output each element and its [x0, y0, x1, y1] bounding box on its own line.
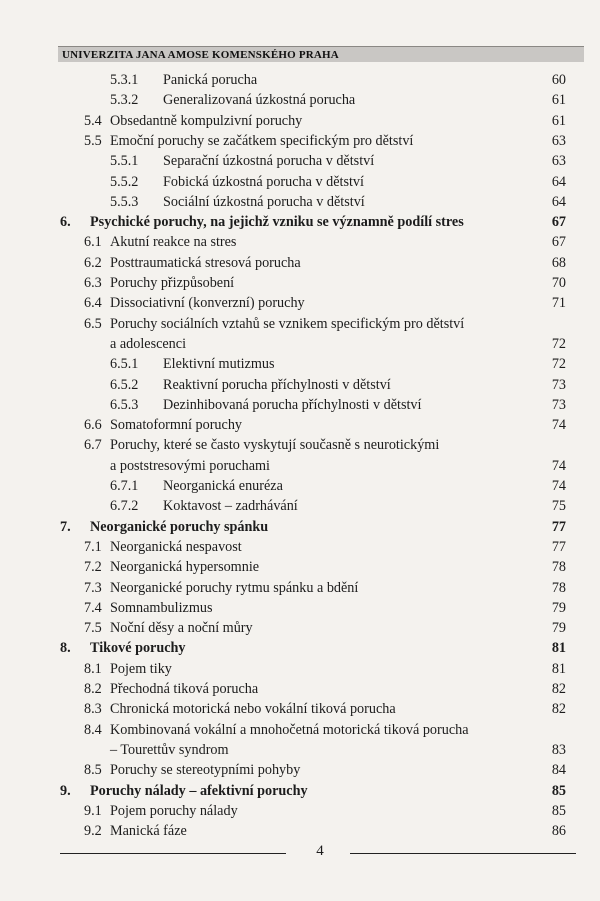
toc-title: Neorganické poruchy rytmu spánku a bdění — [110, 579, 359, 596]
toc-row — [0, 293, 600, 313]
toc-title: Dezinhibovaná porucha příchylnosti v dětství — [163, 396, 422, 413]
toc-title: Koktavost – zadrhávání — [163, 498, 298, 515]
toc-row — [0, 70, 600, 90]
toc-title: Fobická úzkostná porucha v dětství — [163, 173, 364, 190]
toc-title: Přechodná tiková porucha — [110, 681, 259, 697]
toc-row — [0, 354, 600, 374]
toc-row — [0, 172, 600, 192]
toc-title: Chronická motorická nebo vokální tiková porucha — [110, 701, 396, 718]
toc-row — [0, 740, 600, 760]
toc-title: Pojem poruchy nálady — [110, 802, 238, 819]
toc-number: 8.1 — [84, 660, 102, 677]
toc-page-number: 74 — [551, 478, 566, 494]
toc-page-number: 61 — [551, 92, 566, 109]
toc-title: Somatoformní poruchy — [110, 417, 243, 434]
toc-title: – Tourettův syndrom — [110, 741, 229, 758]
toc-page-number: 86 — [551, 823, 566, 840]
toc-page-number: 67 — [551, 214, 566, 231]
toc-number: 5.5.2 — [110, 173, 139, 190]
toc-page-number: 77 — [551, 538, 566, 555]
toc-page-number: 64 — [551, 193, 566, 210]
toc-title: Poruchy se stereotypními pohyby — [110, 762, 301, 779]
toc-page-number: 60 — [551, 72, 566, 88]
toc-number: 7.4 — [84, 599, 102, 616]
toc-number: 5.5.3 — [110, 193, 139, 210]
toc-page-number: 70 — [551, 275, 566, 291]
toc-number: 6.7.2 — [110, 498, 139, 515]
running-header: UNIVERZITA JANA AMOSE KOMENSKÉHO PRAHA — [58, 46, 584, 62]
toc-chapter-row — [0, 638, 600, 658]
toc-title: Dissociativní (konverzní) poruchy — [110, 295, 305, 312]
toc-number: 6.5.3 — [110, 396, 139, 413]
toc-row — [0, 537, 600, 557]
toc-page-number: 78 — [551, 559, 566, 576]
toc-number: 6.2 — [84, 254, 102, 271]
toc-number: 8.3 — [84, 701, 102, 718]
toc-row — [0, 720, 600, 740]
toc-row — [0, 659, 600, 679]
toc-page-number: 84 — [551, 762, 566, 779]
toc-title: Psychické poruchy, na jejichž vzniku se významně podílí stres — [90, 214, 464, 231]
toc-number: 7.2 — [84, 559, 102, 576]
toc-title: Pojem tiky — [110, 660, 172, 677]
toc-page-number: 81 — [551, 640, 566, 657]
toc-page-number: 78 — [551, 579, 566, 596]
toc-row — [0, 456, 600, 476]
toc-page-number: 75 — [551, 498, 566, 515]
toc-page-number: 71 — [551, 295, 566, 312]
toc-title: Manická fáze — [110, 823, 187, 840]
toc-title: Kombinovaná vokální a mnohočetná motorická tiková porucha — [110, 721, 469, 738]
toc-page-number: 79 — [551, 620, 566, 637]
toc-row — [0, 699, 600, 719]
toc-number: 7.5 — [84, 620, 102, 637]
toc-title: Panická porucha — [163, 72, 258, 88]
toc-title: Emoční poruchy se začátkem specifickým pro dětství — [110, 132, 414, 149]
toc-title: Neorganická enuréza — [163, 478, 283, 494]
toc-number: 6.7.1 — [110, 478, 139, 494]
toc-row — [0, 578, 600, 598]
toc-page-number: 73 — [551, 376, 566, 393]
toc-row — [0, 253, 600, 273]
toc-number: 7. — [60, 518, 71, 535]
toc-number: 5.3.1 — [110, 72, 139, 88]
toc-number: 8.4 — [84, 721, 102, 738]
toc-chapter-row — [0, 212, 600, 232]
toc-row — [0, 151, 600, 171]
toc-title: Neorganické poruchy spánku — [90, 518, 269, 535]
toc-title: Poruchy sociálních vztahů se vznikem specifickým pro dětství — [110, 315, 465, 332]
toc-chapter-row — [0, 517, 600, 537]
toc-page-number: 68 — [551, 254, 566, 271]
toc-page-number: 72 — [551, 356, 566, 373]
toc-title: Reaktivní porucha příchylnosti v dětství — [163, 376, 391, 393]
toc-number: 5.3.2 — [110, 92, 139, 109]
toc-row — [0, 435, 600, 455]
toc-number: 8.2 — [84, 681, 102, 697]
toc-page-number: 85 — [551, 782, 566, 799]
toc-page-number: 79 — [551, 599, 566, 616]
toc-title: Obsedantně kompulzivní poruchy — [110, 112, 303, 129]
toc-title: Sociální úzkostná porucha v dětství — [163, 193, 365, 210]
toc-row — [0, 415, 600, 435]
toc-number: 9.2 — [84, 823, 102, 840]
toc-number: 6.4 — [84, 295, 102, 312]
toc-title: Generalizovaná úzkostná porucha — [163, 92, 356, 109]
toc-title: Neorganická nespavost — [110, 538, 242, 555]
toc-row — [0, 273, 600, 293]
toc-number: 7.3 — [84, 579, 102, 596]
toc-chapter-row — [0, 781, 600, 801]
toc-number: 8. — [60, 640, 71, 657]
toc-title: Posttraumatická stresová porucha — [110, 254, 301, 271]
toc-row — [0, 598, 600, 618]
toc-number: 5.4 — [84, 112, 102, 129]
toc-page-number: 63 — [551, 153, 566, 170]
toc-row — [0, 760, 600, 780]
toc-number: 6.6 — [84, 417, 102, 434]
toc-number: 5.5 — [84, 132, 102, 149]
toc-row — [0, 557, 600, 577]
toc-page-number: 64 — [551, 173, 566, 190]
toc-title: a poststresovými poruchami — [110, 457, 270, 474]
toc-page-number: 63 — [551, 132, 566, 149]
toc-row — [0, 192, 600, 212]
toc-number: 6.1 — [84, 234, 102, 251]
toc-number: 8.5 — [84, 762, 102, 779]
toc-page-number: 77 — [551, 518, 566, 535]
toc-title: Somnambulizmus — [110, 599, 213, 616]
toc-page-number: 74 — [551, 457, 566, 474]
toc-page-number: 61 — [551, 112, 566, 129]
toc-row — [0, 375, 600, 395]
toc-row — [0, 334, 600, 354]
toc-title: Elektivní mutizmus — [163, 356, 275, 373]
toc-title: Poruchy, které se často vyskytují současně s neurotickými — [110, 437, 440, 454]
toc-page-number: 85 — [551, 802, 566, 819]
toc-page-number: 83 — [551, 741, 566, 758]
toc-row — [0, 618, 600, 638]
toc-title: Tikové poruchy — [90, 640, 186, 657]
toc-page-number: 67 — [551, 234, 566, 251]
toc-page-number: 74 — [551, 417, 566, 434]
toc-page-number: 73 — [551, 396, 566, 413]
toc-title: Separační úzkostná porucha v dětství — [163, 153, 375, 170]
toc-number: 6.5.1 — [110, 356, 139, 373]
toc-row — [0, 496, 600, 516]
toc-number: 5.5.1 — [110, 153, 139, 170]
toc-number: 9.1 — [84, 802, 102, 819]
toc-title: Poruchy nálady – afektivní poruchy — [90, 782, 308, 799]
page-number: 4 — [316, 843, 324, 859]
toc-row — [0, 314, 600, 334]
footer-rule-left — [60, 853, 286, 854]
toc-number: 9. — [60, 782, 71, 799]
toc-row — [0, 111, 600, 131]
toc-row — [0, 90, 600, 110]
toc-row — [0, 821, 600, 841]
toc-row — [0, 395, 600, 415]
footer-rule-right — [350, 853, 576, 854]
toc-row — [0, 679, 600, 699]
toc-number: 6. — [60, 214, 71, 231]
toc-row — [0, 476, 600, 496]
toc-page-number: 82 — [551, 701, 566, 718]
toc-title: Poruchy přizpůsobení — [110, 275, 235, 291]
toc-page-number: 81 — [551, 660, 566, 677]
toc-page-number: 82 — [551, 681, 566, 697]
toc-row — [0, 232, 600, 252]
toc-title: a adolescenci — [110, 335, 187, 352]
toc-row — [0, 131, 600, 151]
toc-row — [0, 801, 600, 821]
toc-number: 6.7 — [84, 437, 102, 454]
toc-number: 6.5 — [84, 315, 102, 332]
toc-number: 6.5.2 — [110, 376, 139, 393]
toc-number: 7.1 — [84, 538, 102, 555]
toc-title: Noční děsy a noční můry — [110, 620, 253, 637]
toc-page-number: 72 — [551, 335, 566, 352]
toc-title: Akutní reakce na stres — [110, 234, 237, 251]
toc-title: Neorganická hypersomnie — [110, 559, 260, 576]
toc-number: 6.3 — [84, 275, 102, 291]
